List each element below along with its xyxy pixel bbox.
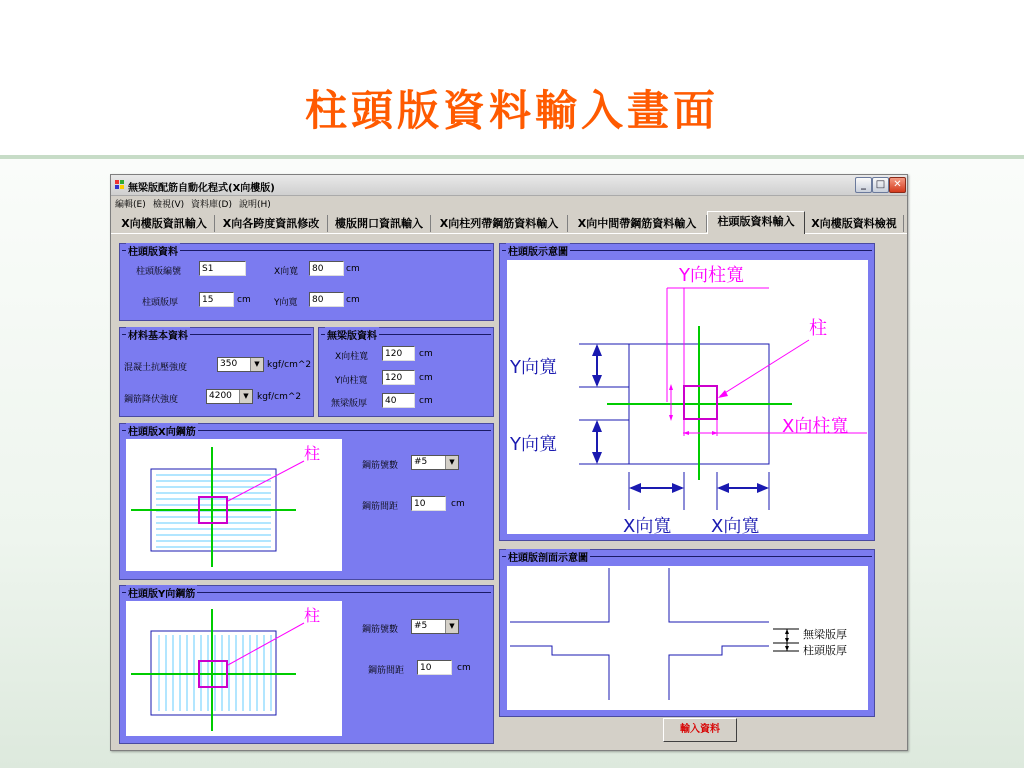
material-panel <box>119 327 314 417</box>
window-titlebar <box>111 175 907 196</box>
y-column-width-input[interactable]: 120 <box>382 370 415 385</box>
concrete-strength-value: 350 <box>220 359 238 369</box>
x-bar-number-value: #5 <box>414 457 428 467</box>
app-window <box>110 174 908 751</box>
steel-yield-select[interactable] <box>206 389 253 404</box>
y-width-unit: cm <box>346 295 360 305</box>
maximize-button[interactable]: □ <box>872 177 889 193</box>
close-button[interactable]: ✕ <box>889 177 906 193</box>
tab-x-middle-strip[interactable]: X向中間帶鋼筋資料輸入 <box>568 215 707 232</box>
x-bar-number-select[interactable] <box>411 455 459 470</box>
chevron-down-icon: ▼ <box>239 390 252 403</box>
column-callout: 柱 <box>809 318 827 339</box>
menu-database[interactable]: 資料庫(D) <box>191 200 232 210</box>
panel-title: 柱頭版Y向鋼筋 <box>126 585 197 600</box>
window-title: 無梁版配筋自動化程式(X向樓版) <box>128 183 275 194</box>
x-bar-spacing-unit: cm <box>451 499 465 509</box>
schematic-panel <box>499 243 875 541</box>
section-diagram <box>507 566 868 710</box>
column-tag: 柱 <box>304 606 321 625</box>
steel-yield-value: 4200 <box>209 391 232 401</box>
x-column-width-callout: X向柱寬 <box>782 416 849 437</box>
tab-slab-opening[interactable]: 樓版開口資訊輸入 <box>328 215 431 232</box>
y-column-width-callout: Y向柱寬 <box>679 265 744 286</box>
y-bar-spacing-label: 鋼筋間距 <box>368 666 405 676</box>
panel-title: 材料基本資料 <box>126 327 190 342</box>
capital-thickness-label: 柱頭版厚 <box>142 298 179 308</box>
tab-x-slab-view[interactable]: X向樓版資料檢視 <box>805 215 904 232</box>
y-width-input[interactable]: 80 <box>309 292 344 307</box>
panel-title: 無梁版資料 <box>325 327 379 342</box>
concrete-strength-label: 混凝土抗壓強度 <box>124 363 188 373</box>
slab-thickness-callout: 無梁版厚 <box>803 628 847 641</box>
tab-x-column-strip[interactable]: X向柱列帶鋼筋資料輸入 <box>431 215 568 232</box>
chevron-down-icon: ▼ <box>445 456 458 469</box>
x-width-unit: cm <box>346 264 360 274</box>
app-icon <box>115 180 124 189</box>
panel-title: 柱頭版X向鋼筋 <box>126 423 198 438</box>
concrete-strength-unit: kgf/cm^2 <box>267 360 312 370</box>
x-bar-spacing-label: 鋼筋間距 <box>362 502 399 512</box>
tab-x-slab-info[interactable]: X向樓版資訊輸入 <box>114 215 215 232</box>
y-rebar-diagram <box>126 601 342 736</box>
x-bar-number-label: 鋼筋號數 <box>362 461 399 471</box>
panel-title: 柱頭版示意圖 <box>506 243 570 258</box>
capital-id-input[interactable]: S1 <box>199 261 246 276</box>
menu-help[interactable]: 說明(H) <box>239 200 271 210</box>
y-width-callout-1: Y向寬 <box>510 357 557 378</box>
menu-bar <box>111 196 907 210</box>
menu-edit[interactable]: 編輯(E) <box>115 200 146 210</box>
slab-thickness-input[interactable]: 40 <box>382 393 415 408</box>
capital-thickness-unit: cm <box>237 295 251 305</box>
panel-title: 柱頭版資料 <box>126 243 180 258</box>
steel-yield-label: 鋼筋降伏強度 <box>124 395 179 405</box>
y-bar-number-value: #5 <box>414 621 428 631</box>
capital-data-panel <box>119 243 494 321</box>
tab-capital-input[interactable]: 柱頭版資料輸入 <box>707 211 805 234</box>
schematic-diagram <box>507 260 868 537</box>
y-column-width-label: Y向柱寬 <box>335 376 368 386</box>
x-width-input[interactable]: 80 <box>309 261 344 276</box>
x-bar-spacing-input[interactable]: 10 <box>411 496 446 511</box>
flat-slab-panel <box>318 327 494 417</box>
steel-yield-unit: kgf/cm^2 <box>257 392 302 402</box>
capital-thickness-callout: 柱頭版厚 <box>803 644 847 657</box>
x-width-callout-1: X向寬 <box>623 516 672 537</box>
chevron-down-icon: ▼ <box>250 358 263 371</box>
y-bar-spacing-input[interactable]: 10 <box>417 660 452 675</box>
x-width-label: X向寬 <box>274 267 299 277</box>
x-rebar-diagram <box>126 439 342 571</box>
y-column-width-unit: cm <box>419 373 433 383</box>
y-bar-number-select[interactable] <box>411 619 459 634</box>
section-panel <box>499 549 875 717</box>
menu-view[interactable]: 檢視(V) <box>153 200 185 210</box>
y-width-label: Y向寬 <box>274 298 298 308</box>
chevron-down-icon: ▼ <box>445 620 458 633</box>
x-column-width-label: X向柱寬 <box>335 352 369 362</box>
x-rebar-panel <box>119 423 494 580</box>
slab-thickness-label: 無梁版厚 <box>331 399 368 409</box>
x-column-width-input[interactable]: 120 <box>382 346 415 361</box>
capital-thickness-input[interactable]: 15 <box>199 292 234 307</box>
capital-id-label: 柱頭版編號 <box>136 267 182 277</box>
y-bar-number-label: 鋼筋號數 <box>362 625 399 635</box>
minimize-button[interactable]: _ <box>855 177 872 193</box>
x-width-callout-2: X向寬 <box>711 516 760 537</box>
slide-title: 柱頭版資料輸入畫面 <box>304 86 719 135</box>
slab-thickness-unit: cm <box>419 396 433 406</box>
concrete-strength-select[interactable] <box>217 357 264 372</box>
tab-x-span-modify[interactable]: X向各跨度資訊修改 <box>215 215 328 232</box>
submit-data-button[interactable]: 輸入資料 <box>663 718 737 742</box>
x-column-width-unit: cm <box>419 349 433 359</box>
tab-strip <box>111 211 907 234</box>
y-width-callout-2: Y向寬 <box>510 434 557 455</box>
column-tag: 柱 <box>304 444 321 463</box>
y-rebar-panel <box>119 585 494 744</box>
panel-title: 柱頭版剖面示意圖 <box>506 549 590 564</box>
y-bar-spacing-unit: cm <box>457 663 471 673</box>
